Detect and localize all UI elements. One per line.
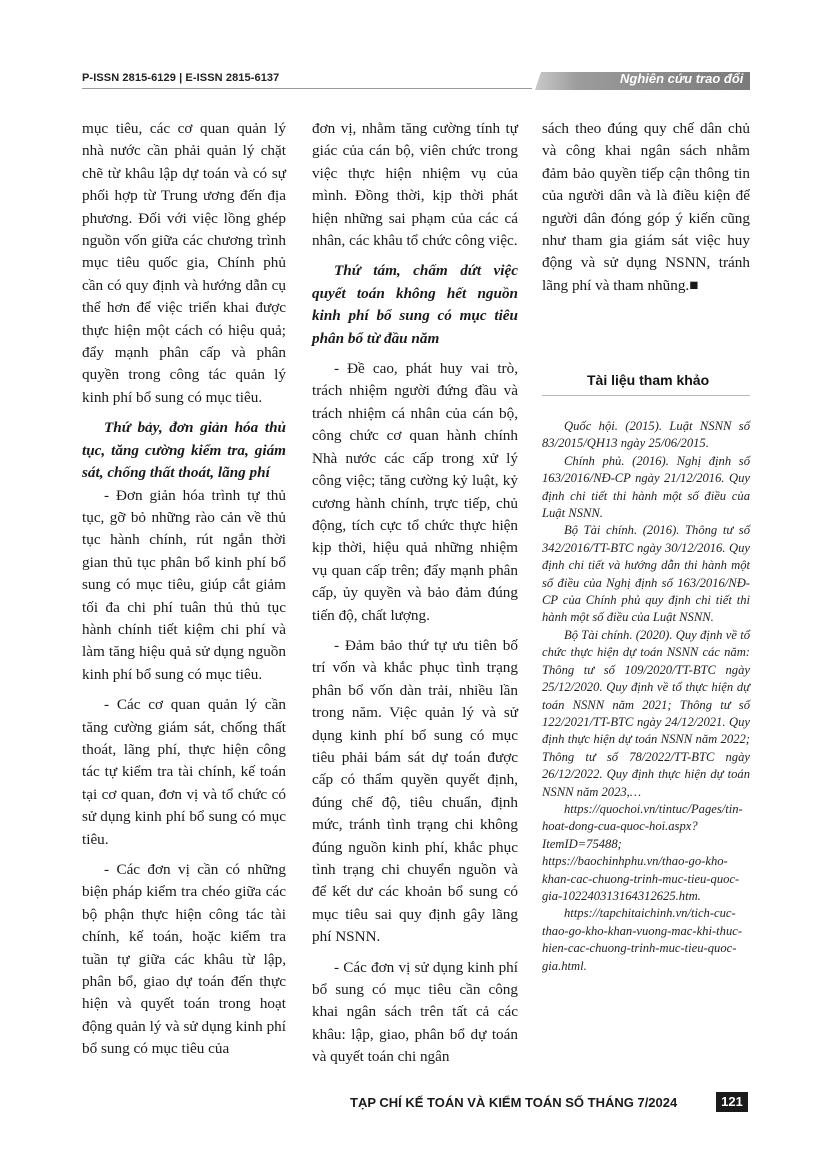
references-list [542, 418, 750, 975]
header-rule [82, 88, 532, 89]
paragraph: đơn vị, nhằm tăng cường tính tự giác của cán bộ, viên chức trong việc thực hiện nhiệm vụ của mình. Đồng thời, kịp thời phát hiện những sai phạm của các cá nhân, các khâu tổ chức công việc. [312, 120, 518, 250]
paragraph-text: sách theo đúng quy chế dân chủ và công khai ngân sách nhằm đảm bảo quyền tiếp cận thông tin của người dân và là điều kiện để người dân đóng góp ý kiến cũng như tham gia giám sát việc huy động và sử dụng NSNN, tránh lãng phí và tham nhũng. [542, 120, 750, 294]
reference-link[interactable]: https://quochoi.vn/tintuc/Pages/tin-hoat-dong-cua-quoc-hoi.aspx?ItemID=75488; https://baochinhphu.vn/thao-go-kho-khan-cac-chuong-trinh-muc-tieu-quoc-gia-102240313164312625.htm. [542, 801, 743, 903]
reference-item: Bộ Tài chính. (2020). Quy định về tổ chức thực hiện dự toán NSNN các năm: Thông tư số 109/2020/TT-BTC ngày 25/12/2020. Quy định về tổ thực hiện dự toán NSNN năm 2021; Thông tư số 122/2021/TT-BTC ngày 24/12/2021. Quy định thực hiện dự toán NSNN năm 2022; Thông tư số 78/2022/TT-BTC ngày 26/12/2022. Quy định thực hiện dự toán NSNN năm 2023,… [542, 627, 750, 799]
subheading: Thứ bảy, đơn giản hóa thủ tục, tăng cường kiểm tra, giám sát, chống thất thoát, lãng phí [82, 419, 286, 482]
paragraph [542, 118, 750, 297]
column-2 [312, 118, 518, 1069]
reference-item: Bộ Tài chính. (2016). Thông tư số 342/2016/TT-BTC ngày 30/12/2016. Quy định chi tiết và hướng dẫn thi hành một số điều của Nghị định số 163/2016/NĐ-CP của Chính phủ quy định chi tiết thi hành một số điều của Luật NSNN. [542, 523, 750, 625]
references-heading: Tài liệu tham khảo [587, 372, 710, 388]
paragraph: - Đơn giản hóa trình tự thủ tục, gỡ bỏ những rào cản về thủ tục hành chính, rút ngắn thời gian thủ tục phân bổ kinh phí bổ sung có mục tiêu, giúp cắt giảm tối đa chi phí tuân thủ thủ tục hành chính tiết kiệm chi phí và làm tăng hiệu quả sử dụng nguồn kinh phí bổ sung có mục tiêu. [82, 486, 286, 683]
column-3 [542, 118, 750, 297]
section-label: Nghiên cứu trao đổi [620, 71, 744, 86]
reference-item: Quốc hội. (2015). Luật NSNN số 83/2015/QH13 ngày 25/06/2015. [542, 419, 750, 451]
page-number: 121 [716, 1092, 748, 1112]
paragraph: mục tiêu, các cơ quan quản lý nhà nước cần phải quản lý chặt chẽ từ khâu lập dự toán và có sự phối hợp từ Trung ương đến địa phương. Đối với việc lồng ghép nguồn vốn giữa các chương trình mục tiêu quốc gia, Chính phủ cần có quy định và hướng dẫn cụ thể hơn để việc triển khai được thực hiện một cách có hiệu quả; đẩy mạnh phân cấp và phân quyền trong công tác quản lý kinh phí bổ sung có mục tiêu. [82, 120, 286, 406]
paragraph: - Các đơn vị cần có những biện pháp kiểm tra chéo giữa các bộ phận thực hiện công tác tài chính, kế toán, hoặc kiểm tra tuần tự giữa các khâu từ lập, phân bổ, giao dự toán đến thực hiện và quyết toán trong hoạt động quản lý và sử dụng kinh phí bổ sung có mục tiêu của [82, 861, 286, 1058]
references-rule [542, 395, 750, 396]
paragraph: - Các đơn vị sử dụng kinh phí bổ sung có mục tiêu cần công khai ngân sách trên tất cả các khâu: lập, giao, phân bổ dự toán và quyết toán chi ngân [312, 958, 518, 1066]
subheading: Thứ tám, chấm dứt việc quyết toán không hết nguồn kinh phí bổ sung có mục tiêu phân bổ từ đầu năm [312, 262, 518, 347]
column-1 [82, 118, 286, 1061]
paragraph: - Đề cao, phát huy vai trò, trách nhiệm người đứng đầu và trách nhiệm cá nhân của cán bộ, công chức cơ quan hành chính Nhà nước các cấp trong xử lý công việc; tăng cường kỷ luật, kỷ cương hành chính, trực tiếp, chủ động, tích cực tổ chức thực hiện kịp thời, hiệu quả những nhiệm vụ quan cấp trên; đẩy mạnh phân cấp, ủy quyền và bảo đảm đúng tiến độ, chất lượng. [312, 360, 518, 624]
paragraph: - Các cơ quan quản lý cần tăng cường giám sát, chống thất thoát, lãng phí, thực hiện công tác tự kiểm tra tài chính, kế toán tại cơ quan, đơn vị và tổ chức có sử dụng kinh phí bổ sung có mục tiêu. [82, 696, 286, 848]
reference-item: Chính phủ. (2016). Nghị định số 163/2016/NĐ-CP ngày 21/12/2016. Quy định chi tiết thi hành một số điều của Luật NSNN. [542, 453, 750, 521]
end-of-article-mark: ■ [689, 276, 699, 294]
journal-footer: TẠP CHÍ KẾ TOÁN VÀ KIỂM TOÁN SỐ THÁNG 7/2024 [350, 1095, 678, 1110]
paragraph: - Đảm bảo thứ tự ưu tiên bố trí vốn và khắc phục tình trạng phân bổ vốn dàn trải, nhiều lần trong năm. Việc quản lý và sử dụng kinh phí bổ sung có mục tiêu phải bám sát dự toán được cấp có thẩm quyền quyết định, đúng chế độ, tiêu chuẩn, định mức, tránh tình trạng chi không đúng nguồn kinh phí, khắc phục tình trạng chi chuyển nguồn và để kết dư các khoản bổ sung có mục tiêu sai quy định gây lãng phí NSNN. [312, 636, 518, 946]
issn-label: P-ISSN 2815-6129 | E-ISSN 2815-6137 [82, 72, 280, 84]
reference-link[interactable]: https://tapchitaichinh.vn/tich-cuc-thao-go-kho-khan-vuong-mac-khi-thuc-hien-cac-chuong-trinh-muc-tieu-quoc-gia.html. [542, 906, 743, 973]
